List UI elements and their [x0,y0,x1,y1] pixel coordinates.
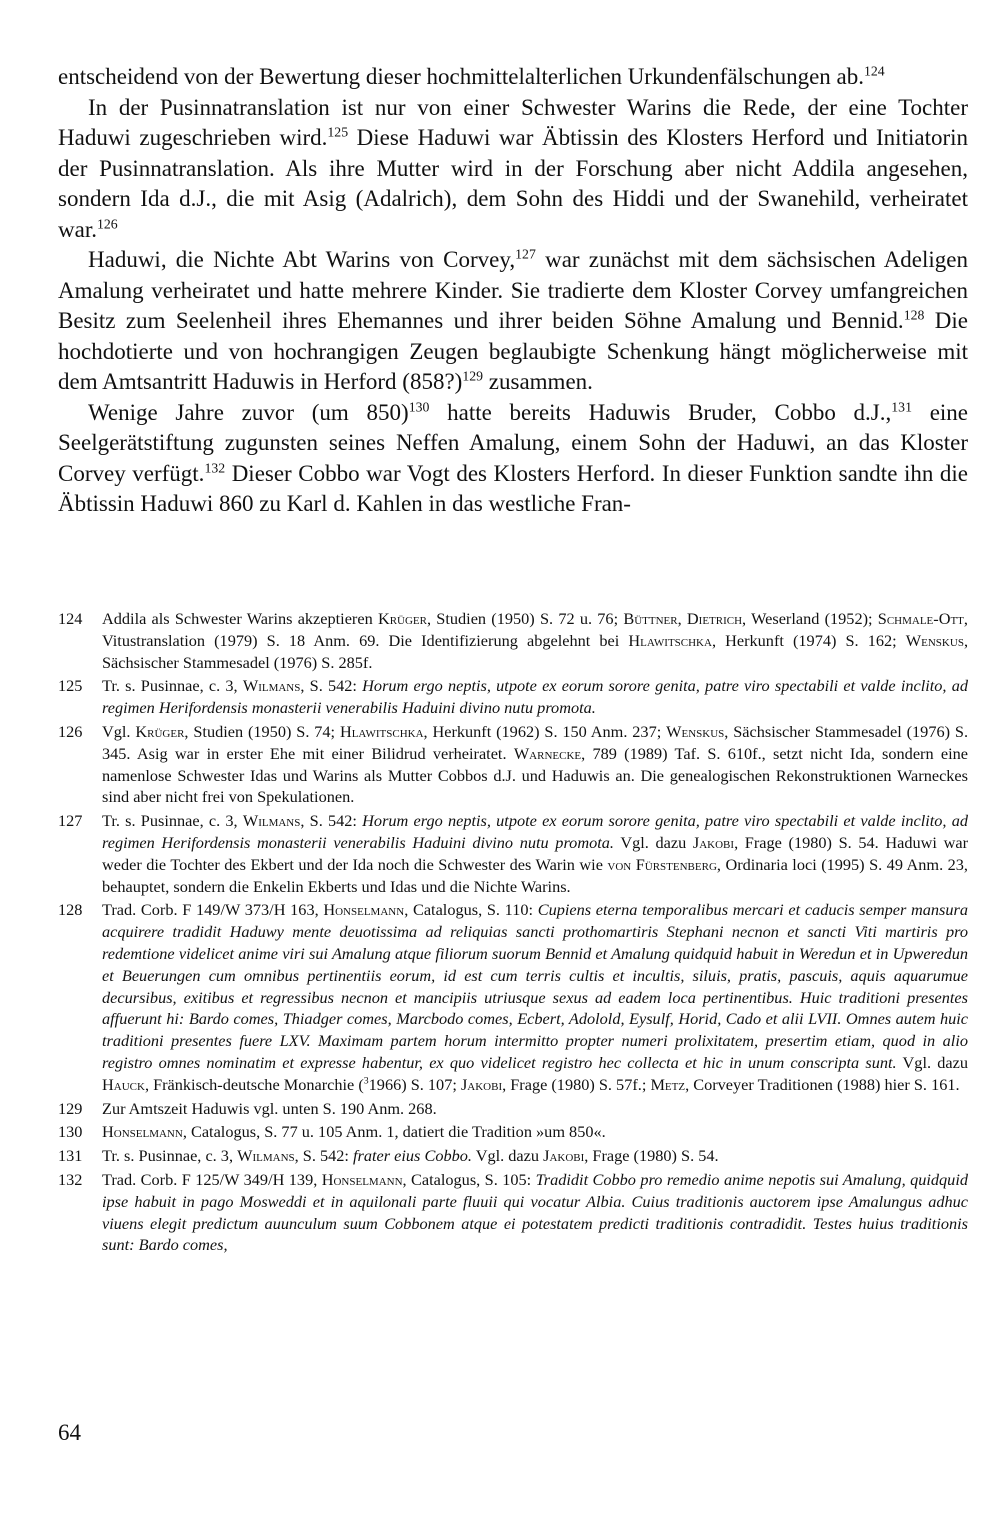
footnote-number: 132 [58,1169,83,1189]
p3-text-a: Haduwi, die Nichte Abt Warins von Corvey, [88,247,516,272]
fn-text: Addila als Schwester Warins akzeptieren [102,609,378,628]
footnote-number: 126 [58,721,83,741]
fn-text: , S. 542: [300,676,363,696]
author-name: Wilmans [242,676,301,696]
paragraph-1 [58,62,968,93]
author-name: Hlawitschka [628,630,712,650]
fn-text: , Sächsischer Stammesadel (1976) S. 285f. [102,630,969,672]
author-name: Warnecke [513,743,582,763]
author-name: Honselmann [323,900,405,920]
footnote-ref-132[interactable]: 132 [204,459,226,475]
fn-text: , 789 (1989) Taf. S. 610f., setzt nicht Ida, sondern eine namenlose Schwester Idas und Warins als Mutter Cobbos d.J. und Haduwis an. Die genealogischen Rekonstruktionen Warneckes sind aber nicht frei von Spekulationen. [102,743,968,807]
fn-text: , Corveyer Traditionen (1988) hier S. 161. [685,1074,960,1094]
footnote-ref-126[interactable]: 126 [96,215,118,231]
footnote-127 [58,810,968,897]
footnote-131 [58,1145,968,1167]
author-name: Krüger [135,721,185,741]
fn-text: Trad. Corb. F 125/W 349/H 139, [102,1169,322,1189]
footnote-132 [58,1169,968,1256]
fn-text: , Frage (1980) S. 57f.; [502,1074,651,1094]
page-number: 64 [58,1420,81,1445]
footnote-number: 130 [58,1122,83,1142]
paragraph-3 [58,245,968,398]
fn-text: , Herkunft (1962) S. 150 Anm. 237; [423,721,667,741]
author-name: Jakobi [543,1146,585,1166]
p3-text-c: Die hochdotierte und von hochrangigen Zeugen beglaubigte Schenkung hängt möglicherweise mit dem Amtsantritt Haduwis in Herford (858?) [58,308,968,394]
p3-text-d: zusammen. [483,369,593,394]
footnote-ref-125[interactable]: 125 [327,124,349,140]
footnote-125 [58,675,968,719]
footnote-ref-131[interactable]: 131 [891,398,912,414]
author-name: Wilmans [242,811,301,831]
author-name: Schmale-Ott [877,609,964,628]
latin-quote: frater eius Cobbo. [353,1146,472,1166]
fn-text: Tr. s. Pusinnae, c. 3, [102,676,243,696]
fn-text: , Frage (1980) S. 54. Haduwi war weder die Tochter des Ekbert und der Ida noch die Schwester des Warin wie [102,832,968,874]
p4-text-b: hatte bereits Haduwis Bruder, Cobbo d.J., [429,399,892,425]
footnote-128 [58,899,968,1095]
footnote-129 [58,1098,968,1120]
author-name: Krüger [377,609,427,628]
fn-text: , Catalogus, S. 77 u. 105 Anm. 1, datiert die Tradition »um 850«. [182,1122,606,1142]
author-name: Wilmans [237,1146,295,1166]
footnote-ref-130[interactable]: 130 [408,398,430,414]
fn-text: , S. 542: [294,1146,353,1166]
fn-text: Vgl. dazu [613,832,693,852]
footnotes [58,608,968,1258]
footnote-number: 127 [58,811,83,831]
fn-text: , Fränkisch-deutsche Monarchie ( [144,1074,364,1094]
author-name: Honselmann [102,1122,183,1142]
author-name: Hauck [102,1074,145,1094]
footnote-number: 129 [58,1098,83,1118]
fn-text: , Catalogus, S. 110: [404,900,538,920]
p4-text-a: Wenige Jahre zuvor (um 850) [88,399,409,425]
fn-text: , Weserland (1952); [742,609,878,628]
author-name: Metz [650,1074,686,1094]
fn-text: , Vitustranslation (1979) S. 18 Anm. 69. Die Identifizierung abgelehnt bei [102,609,968,650]
p4-text-c: eine Seelgerätstiftung zugunsten seines Neffen Amalung, einem Sohn der Haduwi, an das Kloster Corvey verfügt. [58,399,969,486]
latin-quote: Tradidit Cobbo pro remedio anime nepotis sui Amalung, quidquid ipse habuit in pago Mosweddi et in aquilonali parte fluuii qui vocatur Albia. Cuius traditionis auctorem ipse Amalungus adhuc viuens elegit predictum auunculum suum Cobbonem atque ei potestatem predicti traditionis contradidit. Testes huius traditionis sunt: Bardo comes, [102,1169,968,1255]
fn-text: Vgl. [102,721,136,741]
fn-text: Vgl. dazu [471,1146,544,1166]
footnote-ref-127[interactable]: 127 [515,246,536,262]
author-name: Honselmann [321,1169,403,1189]
footnote-130 [58,1121,968,1143]
footnote-number: 128 [58,900,83,920]
fn-text: , Studien (1950) S. 74; [184,721,340,741]
author-name: Wenskus [666,721,725,741]
edition-superscript: 3 [363,1075,369,1087]
fn-text: Vgl. dazu [896,1052,968,1072]
fn-text: , S. 542: [300,811,363,831]
main-text [58,62,968,520]
fn-text: Trad. Corb. F 149/W 373/H 163, [102,900,324,920]
fn-text: 1966) S. 107; [368,1074,461,1094]
author-name: von Fürstenberg [607,854,717,874]
paragraph-4 [58,398,968,520]
author-name: Jakobi [460,1074,503,1094]
p2-text-b: Diese Haduwi war Äbtissin des Klosters Herford und Initiatorin der Pusinnatranslation. Als ihre Mutter wird in der Forschung aber nicht Addila angesehen, sondern Ida d.J., die mit Asig (Adalrich), dem Sohn des Hiddi und der Swanehild, verheiratet war. [58,125,969,242]
latin-quote: Horum ergo neptis, utpote ex eorum sorore genita, patre viro spectabili et valde inclito, ad regimen Herifordensis monasterii venerabilis Haduini divino nutu promota. [102,676,968,718]
footnote-ref-129[interactable]: 129 [462,368,484,384]
footnote-number: 124 [58,609,83,628]
author-name: Büttner, Dietrich [623,609,743,628]
footnote-124 [58,608,968,673]
p1-text: entscheidend von der Bewertung dieser hochmittelalterlichen Urkundenfälschungen ab. [58,64,864,89]
author-name: Hlawitschka [339,721,424,741]
footnote-ref-128[interactable]: 128 [903,307,925,323]
footnote-number: 131 [58,1146,83,1166]
latin-quote: Cupiens eterna temporalibus mercari et caducis semper mansura acquirere tradidit Haduwy mente deuotissima ad reliquias sancti prothomartiris Stephani necnon et sancti Viti martiris pro redemtione videlicet anime viri sui Amalung atque filiorum suorum Bennid et Amalung quidquid habuit in Weredun et in Upweredun et Beuerungen cum omnibus pertinentiis eorum, id est cum terris cultis et incultis, siluis, pratis, pascuis, aquis aquarumue decursibus, exitibus et regressibus necnon et mancipiis utriusque sexus ad eadem loca pertinentibus. Huic traditioni presentes affuerunt hi: Bardo comes, Thiadger comes, Marcbodo comes, Ecbert, Adolold, Eysulf, Horid, Cado et alii LVII. Omnes autem huic traditioni presentes fuere LXV. Maximam partem horum intermitto propter numeri prolixitatem, presertim etiam, quod in alio registro omnes nominatim et expresse habentur, ex quo videlicet registro hec collecta et hic in unum conscripta sunt. [102,900,968,1072]
footnote-ref-124[interactable]: 124 [864,63,885,79]
fn-text: , Catalogus, S. 105: [402,1169,536,1189]
fn-text: , Sächsischer Stammesadel (1976) S. 345. Asig war in erster Ehe mit einer Bilidrud verheiratet. [102,721,969,763]
fn-text: , Ordinaria loci (1995) S. 49 Anm. 23, behauptet, sondern die Enkelin Ekberts und Idas und die Nichte Warins. [102,854,969,896]
p4-text-d: Dieser Cobbo war Vogt des Klosters Herford. In dieser Funktion sandte ihn die Äbtissin Haduwi 860 zu Karl d. Kahlen in das westliche Fran- [58,460,968,516]
fn-text: Zur Amtszeit Haduwis vgl. unten S. 190 Anm. 268. [102,1098,437,1118]
fn-text: Tr. s. Pusinnae, c. 3, [102,811,243,831]
fn-text: Tr. s. Pusinnae, c. 3, [102,1146,238,1166]
p2-text-a: In der Pusinnatranslation ist nur von einer Schwester Warins die Rede, der eine Tochter Haduwi zugeschrieben wird. [58,94,968,150]
author-name: Wenskus [905,630,964,650]
latin-quote: Horum ergo neptis, utpote ex eorum sorore genita, patre viro spectabili et valde inclito, ad regimen Herifordensis monasterii venerabilis Haduini divino nutu promota. [102,811,968,852]
p3-text-b: war zunächst mit dem sächsischen Adeligen Amalung verheiratet und hatte mehrere Kinder. Sie tradierte dem Kloster Corvey umfangreichen Besitz zum Seelenheil ihres Ehemannes und ihrer beiden Söhne Amalung und Bennid. [58,247,968,333]
footnote-126 [58,721,968,808]
fn-text: , Frage (1980) S. 54. [584,1146,719,1166]
author-name: Jakobi [692,832,735,852]
fn-text: , Herkunft (1974) S. 162; [711,630,906,650]
fn-text: , Studien (1950) S. 72 u. 76; [427,609,624,628]
footnote-number: 125 [58,676,83,696]
paragraph-2 [58,93,968,246]
